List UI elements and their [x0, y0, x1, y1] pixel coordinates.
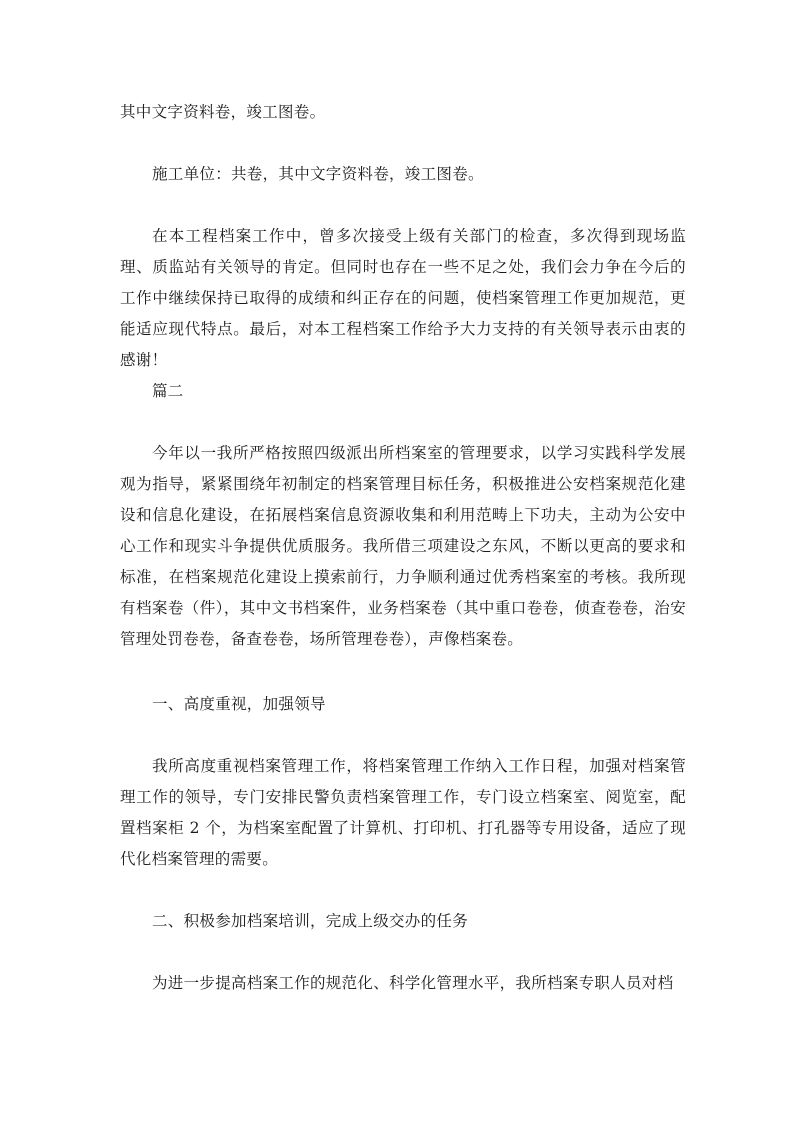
- paragraph-archive-summary: 在本工程档案工作中，曾多次接受上级有关部门的检查，多次得到现场监理、质监站有关领导的肯定。但同时也存在一些不足之处，我们会力争在今后的工作中继续保持已取得的成绩和纠正存在的问题，使档案管理工作更加规范，更能适应现代特点。最后，对本工程档案工作给予大力支持的有关领导表示由衷的感谢！: [120, 227, 686, 369]
- paragraph-annual-overview: 今年以一我所严格按照四级派出所档案室的管理要求，以学习实践科学发展观为指导，紧紧围绕年初制定的档案管理目标任务，积极推进公安档案规范化建设和信息化建设，在拓展档案信息资源收集和利用范畴上下功夫，主动为公安中心工作和现实斗争提供优质服务。我所借三项建设之东风，不断以更高的要求和标准，在档案规范化建设上摸索前行，力争顺利通过优秀档案室的考核。我所现有档案卷（件），其中文书档案件，业务档案卷（其中重口卷卷，侦查卷卷，治安管理处罚卷卷，备查卷卷，场所管理卷卷），声像档案卷。: [120, 444, 686, 648]
- heading-leadership: 一、高度重视，加强领导: [152, 695, 326, 713]
- paragraph-continuation: 其中文字资料卷，竣工图卷。: [120, 103, 326, 121]
- paragraph-construction-unit: 施工单位：共卷，其中文字资料卷，竣工图卷。: [152, 165, 484, 183]
- paragraph-training: 为进一步提高档案工作的规范化、科学化管理水平，我所档案专职人员对档: [152, 974, 674, 992]
- heading-training: 二、积极参加档案培训，完成上级交办的任务: [152, 912, 469, 930]
- paragraph-leadership: 我所高度重视档案管理工作，将档案管理工作纳入工作日程，加强对档案管理工作的领导，专门安排民警负责档案管理工作，专门设立档案室、阅览室，配置档案柜 2 个，为档案室配置了计算机、打印机、打孔器等专用设备，适应了现代化档案管理的需要。: [120, 757, 686, 868]
- section-title-part-two: 篇二: [152, 382, 184, 400]
